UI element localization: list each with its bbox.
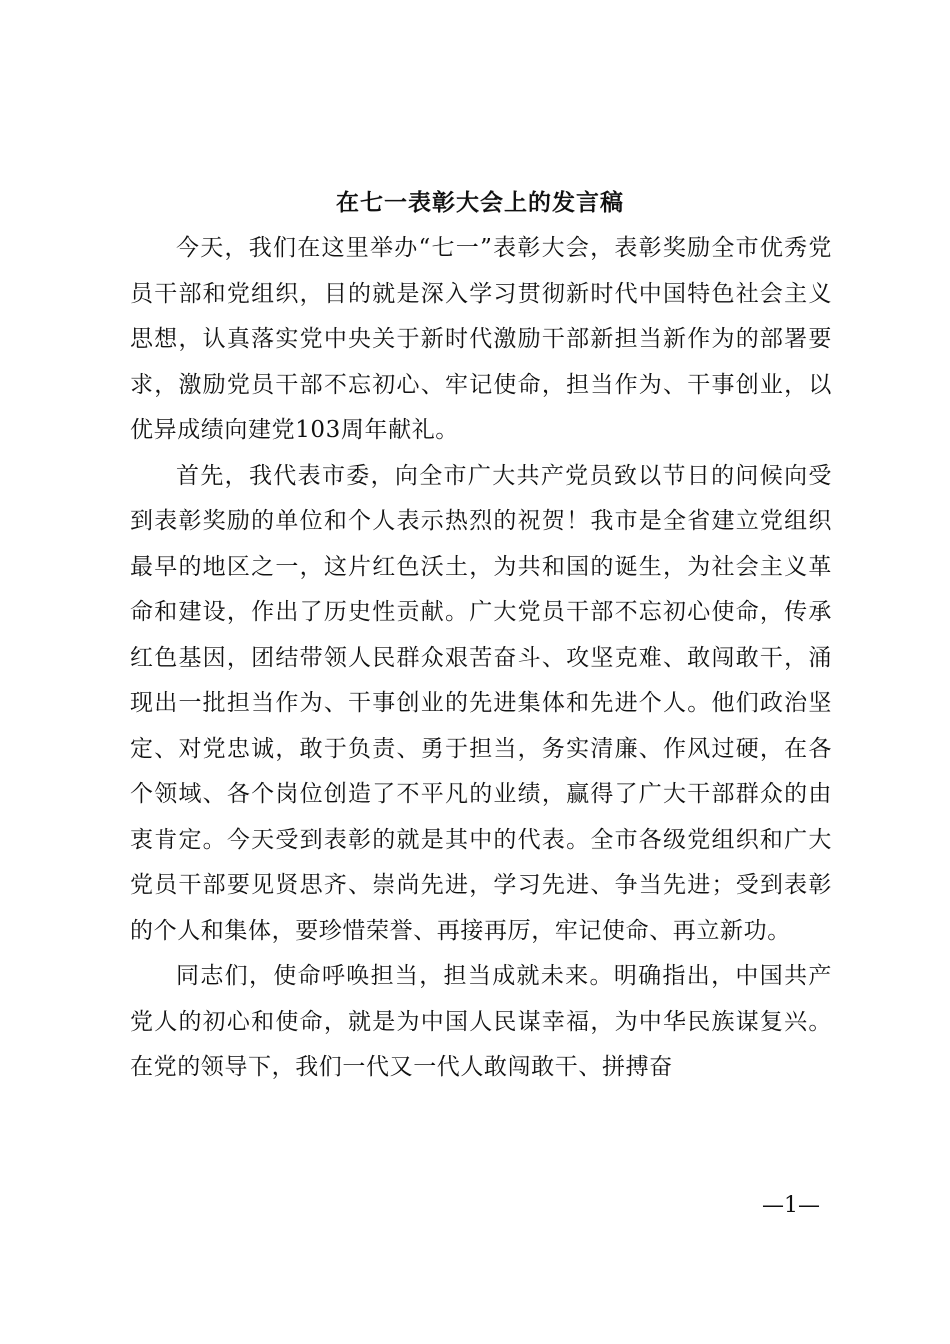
page-number: —1— xyxy=(762,1193,820,1218)
paragraph-greetings: 首先，我代表市委，向全市广大共产党员致以节日的问候向受到表彰奖励的单位和个人表示热烈的祝贺！我市是全省建立党组织最早的地区之一，这片红色沃土，为共和国的诞生，为社会主义革命和建设，作出了历史性贡献。广大党员干部不忘初心使命，传承红色基因，团结带领人民群众艰苦奋斗、攻坚克难、敢闯敢干，涌现出一批担当作为、干事创业的先进集体和先进个人。他们政治坚定、对党忠诚，敢于负责、勇于担当，务实清廉、作风过硬，在各个领域、各个岗位创造了不平凡的业绩，赢得了广大干部群众的由衷肯定。今天受到表彰的就是其中的代表。全市各级党组织和广大党员干部要见贤思齐、崇尚先进，学习先进、争当先进；受到表彰的个人和集体，要珍惜荣誉、再接再厉，牢记使命、再立新功。 xyxy=(130,462,832,944)
document-title: 在七一表彰大会上的发言稿 xyxy=(336,189,624,216)
paragraph-intro: 今天，我们在这里举办“七一”表彰大会，表彰奖励全市优秀党员干部和党组织，目的就是深入学习贯彻新时代中国特色社会主义思想，认真落实党中央关于新时代激励干部新担当新作为的部署要求，激励党员干部不忘初心、牢记使命，担当作为、干事创业，以优异成绩向建党103周年献礼。 xyxy=(130,235,832,443)
document-body xyxy=(130,226,832,1091)
paragraph-comrades: 同志们，使命呼唤担当，担当成就未来。明确指出，中国共产党人的初心和使命，就是为中国人民谋幸福，为中华民族谋复兴。在党的领导下，我们一代又一代人敢闯敢干、拼搏奋 xyxy=(130,963,832,1080)
